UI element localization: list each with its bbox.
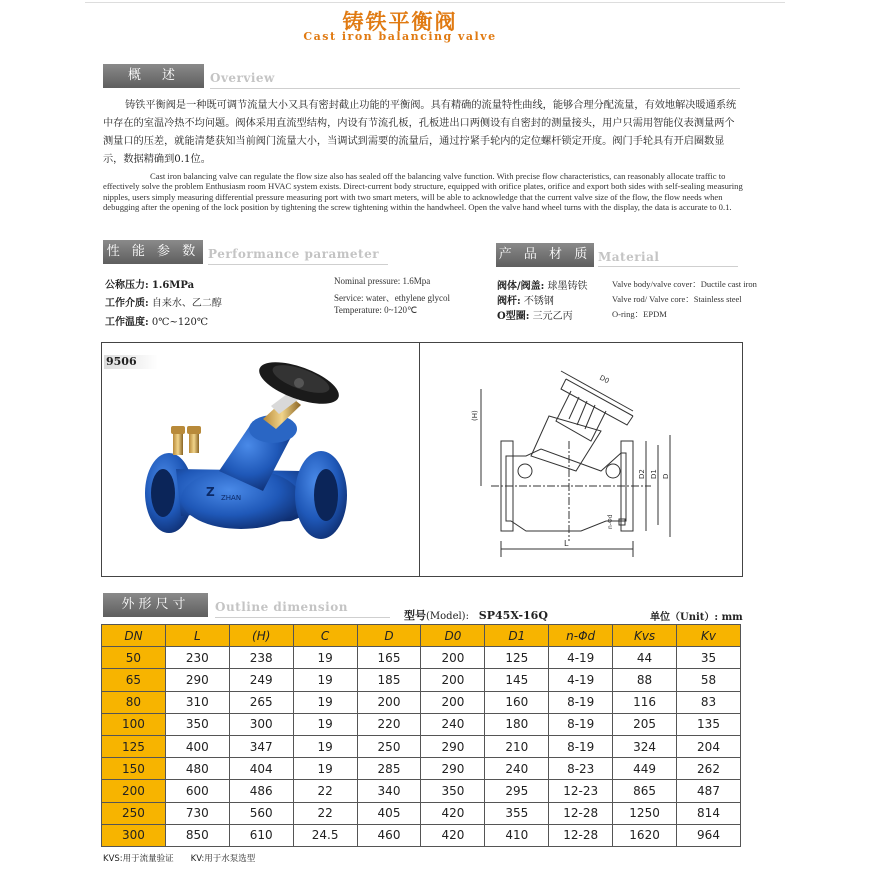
overview-divider	[210, 88, 740, 89]
top-divider	[85, 2, 785, 3]
dn-cell: 200	[102, 780, 166, 802]
table-cell: 487	[677, 780, 741, 802]
table-cell: 610	[229, 824, 293, 846]
dn-cell: 50	[102, 647, 166, 669]
table-cell: 160	[485, 691, 549, 713]
table-cell: 814	[677, 802, 741, 824]
table-header-row	[102, 625, 741, 647]
table-cell: 347	[229, 735, 293, 757]
col-header-c: C	[293, 625, 357, 647]
col-header-nphid: n-Φd	[549, 625, 613, 647]
table-cell: 200	[357, 691, 421, 713]
performance-tab: 性 能 参 数	[103, 240, 203, 264]
table-cell: 310	[165, 691, 229, 713]
table-cell: 210	[485, 735, 549, 757]
table-cell: 145	[485, 669, 549, 691]
table-cell: 404	[229, 758, 293, 780]
table-cell: 8-23	[549, 758, 613, 780]
table-cell: 290	[421, 735, 485, 757]
d0-label: D0	[598, 373, 611, 386]
dimension-tab: 外形尺寸	[103, 593, 208, 617]
table-row	[102, 780, 741, 802]
dn-cell: 150	[102, 758, 166, 780]
table-row	[102, 691, 741, 713]
temp-en: Temperature: 0~120℃	[334, 305, 418, 315]
table-cell: 200	[421, 669, 485, 691]
page-title: 铸铁平衡阀	[342, 10, 458, 34]
table-cell: 240	[485, 758, 549, 780]
table-cell: 250	[357, 735, 421, 757]
table-cell: 1250	[613, 802, 677, 824]
table-cell: 12-23	[549, 780, 613, 802]
table-cell: 22	[293, 780, 357, 802]
table-cell: 486	[229, 780, 293, 802]
table-cell: 410	[485, 824, 549, 846]
dn-cell: 80	[102, 691, 166, 713]
table-row	[102, 647, 741, 669]
table-cell: 22	[293, 802, 357, 824]
body-value: 球墨铸铁	[547, 281, 588, 292]
drawing-panel	[419, 342, 743, 577]
table-cell: 135	[677, 713, 741, 735]
table-cell: 116	[613, 691, 677, 713]
table-cell: 265	[229, 691, 293, 713]
rod-value: 不锈钢	[523, 296, 554, 307]
table-cell: 12-28	[549, 824, 613, 846]
dimension-divider	[215, 617, 390, 618]
product-marking: ZHAN	[221, 494, 242, 502]
pressure-en: Nominal pressure: 1.6Mpa	[334, 276, 431, 286]
table-cell: 19	[293, 647, 357, 669]
page-subtitle: Cast iron balancing valve	[303, 30, 497, 43]
dn-cell: 65	[102, 669, 166, 691]
col-header-kvs: Kvs	[613, 625, 677, 647]
table-cell: 19	[293, 669, 357, 691]
body-label: 阀体/阀盖:	[497, 281, 545, 292]
table-cell: 12-28	[549, 802, 613, 824]
table-cell: 185	[357, 669, 421, 691]
oring-row	[497, 307, 573, 322]
table-footnote: KVS:用于流量验证 KV:用于水泵选型	[103, 854, 256, 864]
table-cell: 180	[485, 713, 549, 735]
table-cell: 480	[165, 758, 229, 780]
d1-label: D1	[650, 469, 658, 479]
temp-row	[105, 313, 208, 328]
overview-tab-en: Overview	[210, 71, 275, 85]
rod-en: Valve rod/ Valve core：Stainless steel	[612, 294, 742, 304]
table-cell: 324	[613, 735, 677, 757]
table-cell: 420	[421, 802, 485, 824]
d-label: D	[662, 473, 670, 479]
table-cell: 420	[421, 824, 485, 846]
table-cell: 19	[293, 691, 357, 713]
d0-dimension-line	[561, 371, 633, 411]
table-cell: 220	[357, 713, 421, 735]
rod-row	[497, 292, 554, 307]
table-cell: 44	[613, 647, 677, 669]
table-cell: 19	[293, 713, 357, 735]
table-cell: 340	[357, 780, 421, 802]
table-cell: 19	[293, 735, 357, 757]
overview-tab: 概 述	[103, 64, 204, 88]
dn-cell: 125	[102, 735, 166, 757]
table-cell: 8-19	[549, 713, 613, 735]
material-tab: 产 品 材 质	[496, 243, 594, 267]
performance-tab-en: Performance parameter	[208, 247, 380, 261]
body-en: Valve body/valve cover：Ductile cast iron	[612, 279, 757, 289]
medium-value: 自来水、乙二醇	[151, 298, 222, 309]
overview-text-en: Cast iron balancing valve can regulate the flow size also has sealed off the balancing valve function. With precise flow characteristics, can reasonably allocate traffic to effectively solve the problem Enthusiasm room HVAC system exists. Direct-current body structure, equipped with orifice plates, orifice and export both sides with self-sealing measuring nipples, users simply measuring differential pressure measuring port with two smart meters, will be able to acknowledge that the current valve size of the flow, the flow needs when debugging after the opening of the lock position by tightening the screw tightening within the handwheel. Open the valve hand wheel turns with the display, the data is accurate to 0.1.	[103, 171, 743, 213]
table-cell: 295	[485, 780, 549, 802]
model-value: SP45X-16Q	[478, 609, 548, 622]
table-cell: 1620	[613, 824, 677, 846]
table-cell: 285	[357, 758, 421, 780]
table-cell: 290	[165, 669, 229, 691]
dimension-table	[101, 624, 741, 847]
dn-cell: 250	[102, 802, 166, 824]
col-header-dn: DN	[102, 625, 166, 647]
table-cell: 560	[229, 802, 293, 824]
table-cell: 460	[357, 824, 421, 846]
table-cell: 350	[421, 780, 485, 802]
model-line	[404, 607, 548, 623]
model-label: 型号	[404, 609, 426, 622]
table-cell: 205	[613, 713, 677, 735]
table-cell: 4-19	[549, 647, 613, 669]
col-header-d0: D0	[421, 625, 485, 647]
body-row	[497, 277, 588, 292]
table-cell: 865	[613, 780, 677, 802]
col-header-h: (H)	[229, 625, 293, 647]
table-cell: 83	[677, 691, 741, 713]
pressure-value: 1.6MPa	[151, 280, 195, 291]
performance-divider	[208, 264, 388, 265]
table-cell: 58	[677, 669, 741, 691]
table-row	[102, 758, 741, 780]
dimension-tab-en: Outline dimension	[215, 600, 348, 614]
table-cell: 238	[229, 647, 293, 669]
table-cell: 240	[421, 713, 485, 735]
table-cell: 850	[165, 824, 229, 846]
table-cell: 35	[677, 647, 741, 669]
oring-value: 三元乙丙	[532, 311, 573, 322]
nphi-label: n-Φd	[607, 514, 614, 529]
table-row	[102, 735, 741, 757]
rod-label: 阀杆:	[497, 296, 521, 307]
table-cell: 8-19	[549, 691, 613, 713]
table-cell: 200	[421, 691, 485, 713]
table-cell: 230	[165, 647, 229, 669]
dn-cell: 100	[102, 713, 166, 735]
table-cell: 88	[613, 669, 677, 691]
table-row	[102, 669, 741, 691]
table-cell: 262	[677, 758, 741, 780]
valve-photo	[102, 343, 420, 576]
table-cell: 204	[677, 735, 741, 757]
table-cell: 125	[485, 647, 549, 669]
table-cell: 19	[293, 758, 357, 780]
model-tag: 9506	[104, 355, 158, 369]
model-label-en: (Model):	[426, 611, 469, 622]
table-cell: 400	[165, 735, 229, 757]
table-cell: 249	[229, 669, 293, 691]
table-cell: 350	[165, 713, 229, 735]
temp-value: 0℃~120℃	[151, 317, 209, 328]
table-cell: 730	[165, 802, 229, 824]
product-logo: Z	[206, 485, 215, 499]
table-cell: 449	[613, 758, 677, 780]
table-cell: 4-19	[549, 669, 613, 691]
oring-en: O-ring：EPDM	[612, 309, 667, 319]
l-label: L	[564, 539, 569, 548]
product-photo-panel	[101, 342, 421, 577]
table-cell: 300	[229, 713, 293, 735]
temp-label: 工作温度:	[105, 317, 149, 328]
table-cell: 8-19	[549, 735, 613, 757]
table-cell: 24.5	[293, 824, 357, 846]
unit-label: 单位（Unit）: mm	[650, 612, 743, 623]
valve-drawing	[420, 343, 742, 576]
oring-label: O型圈:	[497, 311, 530, 322]
col-header-kv: Kv	[677, 625, 741, 647]
col-header-d1: D1	[485, 625, 549, 647]
h-label: (H)	[471, 410, 479, 421]
table-cell: 964	[677, 824, 741, 846]
table-row	[102, 713, 741, 735]
table-cell: 165	[357, 647, 421, 669]
medium-label: 工作介质:	[105, 298, 149, 309]
table-row	[102, 824, 741, 846]
pressure-label: 公称压力:	[105, 280, 149, 291]
medium-en: Service: water、ethylene glycol	[334, 293, 450, 303]
table-cell: 405	[357, 802, 421, 824]
col-header-l: L	[165, 625, 229, 647]
d2-label: D2	[638, 469, 646, 479]
dn-cell: 300	[102, 824, 166, 846]
table-body	[102, 647, 741, 847]
table-cell: 200	[421, 647, 485, 669]
pressure-row	[105, 276, 194, 291]
table-cell: 600	[165, 780, 229, 802]
medium-row	[105, 294, 222, 309]
table-cell: 355	[485, 802, 549, 824]
material-tab-en: Material	[598, 250, 660, 264]
overview-text-cn: 铸铁平衡阀是一种既可调节流量大小又具有密封截止功能的平衡阀。具有精确的流量特性曲线，能够合理分配流量，有效地解决暖通系统中存在的室温冷热不均问题。阀体采用直流型结构，内设有节流孔板，孔板进出口两侧设有自密封的测量接头，用户只需用智能仪表测量两个测量口的压差，就能清楚获知当前阀门流量大小，当调试到需要的流量后，通过拧紧手轮内的定位螺杆锁定开度。阀门手轮具有开启圈数显示，数据精确到0.1位。	[103, 100, 737, 165]
material-divider	[598, 266, 738, 267]
col-header-d: D	[357, 625, 421, 647]
table-cell: 290	[421, 758, 485, 780]
table-row	[102, 802, 741, 824]
